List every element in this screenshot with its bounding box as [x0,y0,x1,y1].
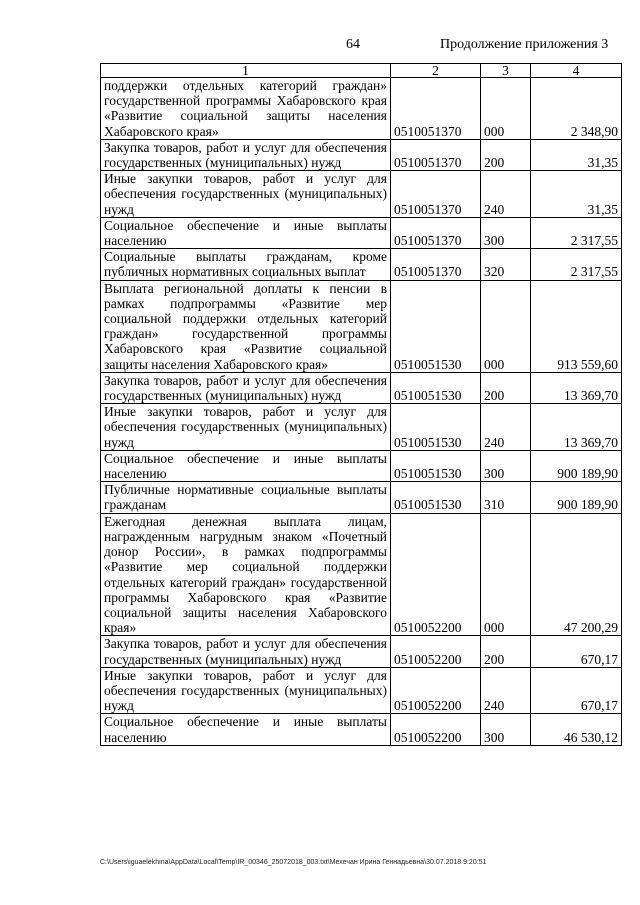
expense-type-cell: 000 [481,280,531,372]
expense-type-cell: 000 [481,78,531,140]
file-path-footer: C:\Users\iguaelekhina\AppData\Local\Temp\IR_00346_25072018_003.txt\Мехечан Ирина Геннадьевна\30.07.2018 9:20:51 [100,859,487,866]
amount-cell: 13 369,70 [531,404,622,451]
amount-cell: 2 348,90 [531,78,622,140]
table-row [101,714,622,745]
row-name-cell: Социальное обеспечение и иные выплаты населению [101,217,391,248]
table-row [101,139,622,170]
row-name-cell: Закупка товаров, работ и услуг для обеспечения государственных (муниципальных) нужд [101,636,391,667]
column-header: 2 [391,64,481,78]
expense-type-cell: 240 [481,667,531,714]
expense-type-cell: 200 [481,372,531,403]
target-code-cell: 0510051370 [391,171,481,218]
amount-cell: 31,35 [531,171,622,218]
row-name-cell: Закупка товаров, работ и услуг для обеспечения государственных (муниципальных) нужд [101,372,391,403]
amount-cell: 47 200,29 [531,513,622,636]
row-name-cell: Выплата региональной доплаты к пенсии в рамках подпрограммы «Развитие мер социальной поддержки отдельных категорий граждан» государственной программы Хабаровского края «Развитие социальной защиты населения Хабаровского края» [101,280,391,372]
row-name-cell: Социальное обеспечение и иные выплаты населению [101,450,391,481]
row-name-cell: Социальные выплаты гражданам, кроме публичных нормативных социальных выплат [101,249,391,280]
row-name-cell: Иные закупки товаров, работ и услуг для обеспечения государственных (муниципальных) нужд [101,171,391,218]
target-code-cell: 0510051370 [391,139,481,170]
column-header: 4 [531,64,622,78]
table-row [101,372,622,403]
amount-cell: 900 189,90 [531,450,622,481]
column-header: 1 [101,64,391,78]
target-code-cell: 0510051370 [391,217,481,248]
row-name-cell: Иные закупки товаров, работ и услуг для обеспечения государственных (муниципальных) нужд [101,404,391,451]
amount-cell: 900 189,90 [531,482,622,513]
target-code-cell: 0510052200 [391,636,481,667]
amount-cell: 913 559,60 [531,280,622,372]
continuation-note: Продолжение приложения 3 [440,37,609,52]
table-row [101,171,622,218]
amount-cell: 670,17 [531,636,622,667]
target-code-cell: 0510051370 [391,78,481,140]
expense-type-cell: 240 [481,404,531,451]
target-code-cell: 0510051370 [391,249,481,280]
target-code-cell: 0510051530 [391,372,481,403]
table-row [101,636,622,667]
table-header-row [101,64,622,78]
table-row [101,513,622,636]
table-row [101,667,622,714]
target-code-cell: 0510052200 [391,513,481,636]
target-code-cell: 0510051530 [391,482,481,513]
page-number: 64 [346,37,360,52]
table-row [101,217,622,248]
row-name-cell: Закупка товаров, работ и услуг для обеспечения государственных (муниципальных) нужд [101,139,391,170]
amount-cell: 2 317,55 [531,217,622,248]
row-name-cell: Ежегодная денежная выплата лицам, награжденным нагрудным знаком «Почетный донор России», в рамках подпрограммы «Развитие мер социальной поддержки отдельных категорий граждан» государственной программы Хабаровского края «Развитие социальной защиты населения Хабаровского края» [101,513,391,636]
table-row [101,404,622,451]
column-header: 3 [481,64,531,78]
amount-cell: 670,17 [531,667,622,714]
target-code-cell: 0510052200 [391,667,481,714]
table-row [101,482,622,513]
amount-cell: 31,35 [531,139,622,170]
table-row [101,78,622,140]
budget-table [100,63,622,746]
target-code-cell: 0510052200 [391,714,481,745]
table-row [101,450,622,481]
row-name-cell: Иные закупки товаров, работ и услуг для обеспечения государственных (муниципальных) нужд [101,667,391,714]
amount-cell: 13 369,70 [531,372,622,403]
amount-cell: 46 530,12 [531,714,622,745]
expense-type-cell: 000 [481,513,531,636]
expense-type-cell: 200 [481,139,531,170]
expense-type-cell: 200 [481,636,531,667]
row-name-cell: поддержки отдельных категорий граждан» государственной программы Хабаровского края «Развитие социальной защиты населения Хабаровского края» [101,78,391,140]
target-code-cell: 0510051530 [391,404,481,451]
expense-type-cell: 300 [481,714,531,745]
expense-type-cell: 300 [481,450,531,481]
table-row [101,249,622,280]
target-code-cell: 0510051530 [391,280,481,372]
expense-type-cell: 240 [481,171,531,218]
expense-type-cell: 310 [481,482,531,513]
table-row [101,280,622,372]
expense-type-cell: 320 [481,249,531,280]
expense-type-cell: 300 [481,217,531,248]
row-name-cell: Социальное обеспечение и иные выплаты населению [101,714,391,745]
amount-cell: 2 317,55 [531,249,622,280]
row-name-cell: Публичные нормативные социальные выплаты гражданам [101,482,391,513]
target-code-cell: 0510051530 [391,450,481,481]
